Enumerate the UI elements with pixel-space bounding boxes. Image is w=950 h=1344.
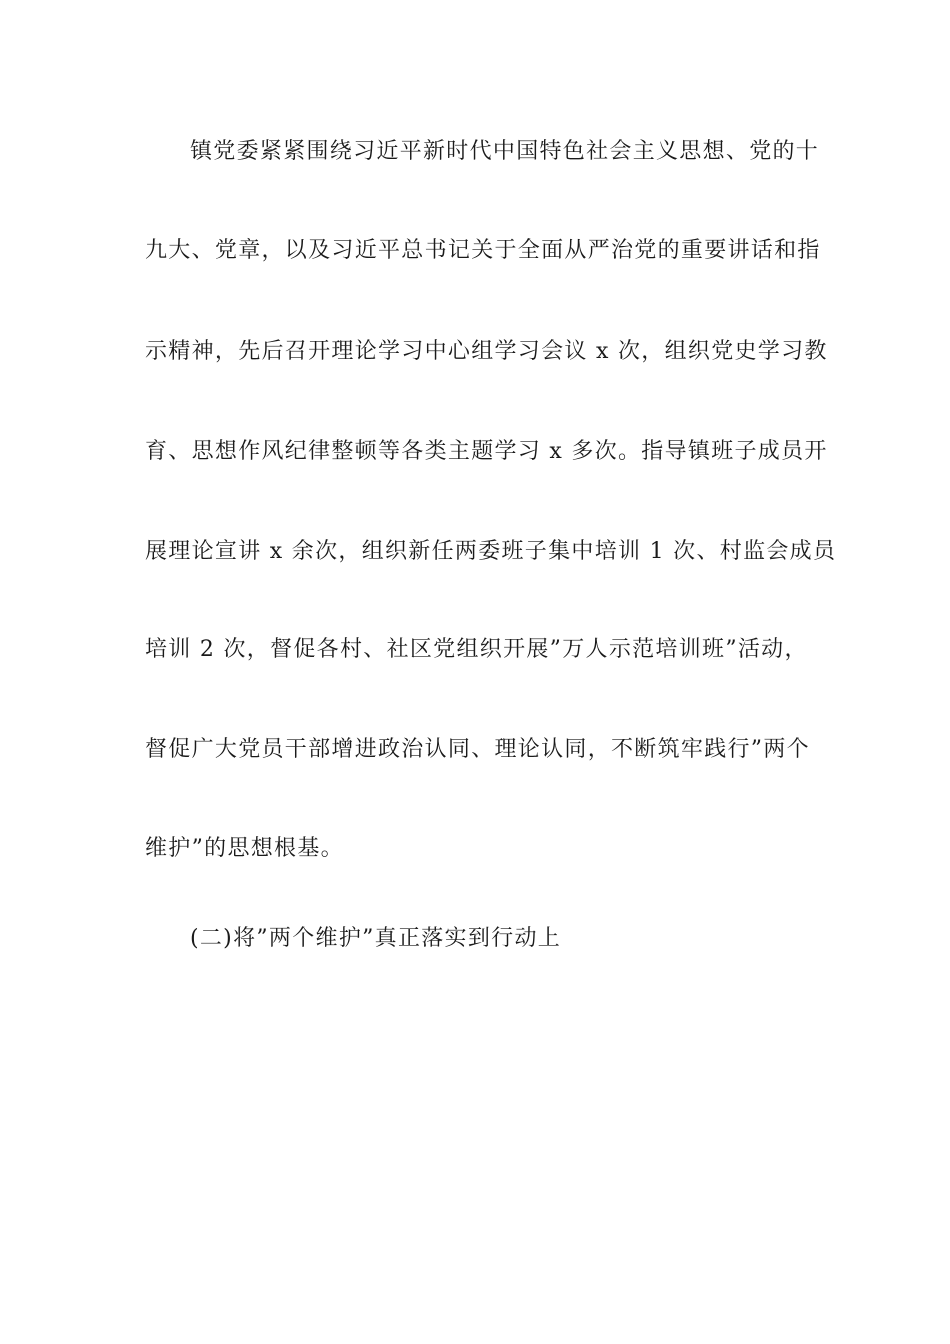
paragraph-line-6: 培训 2 次，督促各村、社区党组织开展”万人示范培训班”活动， [145, 637, 808, 662]
paragraph-line-5: 展理论宣讲 x 余次，组织新任两委班子集中培训 1 次、村监会成员 [145, 539, 837, 564]
paragraph-line-8: 维护”的思想根基。 [145, 836, 344, 861]
paragraph-line-1: 镇党委紧紧围绕习近平新时代中国特色社会主义思想、党的十 [190, 139, 820, 164]
paragraph-line-3: 示精神，先后召开理论学习中心组学习会议 x 次，组织党史学习教 [145, 339, 828, 364]
paragraph-line-7: 督促广大党员干部增进政治认同、理论认同，不断筑牢践行”两个 [145, 737, 810, 762]
paragraph-line-2: 九大、党章，以及习近平总书记关于全面从严治党的重要讲话和指 [145, 238, 821, 263]
paragraph-line-4: 育、思想作风纪律整顿等各类主题学习 x 多次。指导镇班子成员开 [145, 439, 828, 464]
section-heading: (二)将”两个维护”真正落实到行动上 [190, 926, 562, 951]
